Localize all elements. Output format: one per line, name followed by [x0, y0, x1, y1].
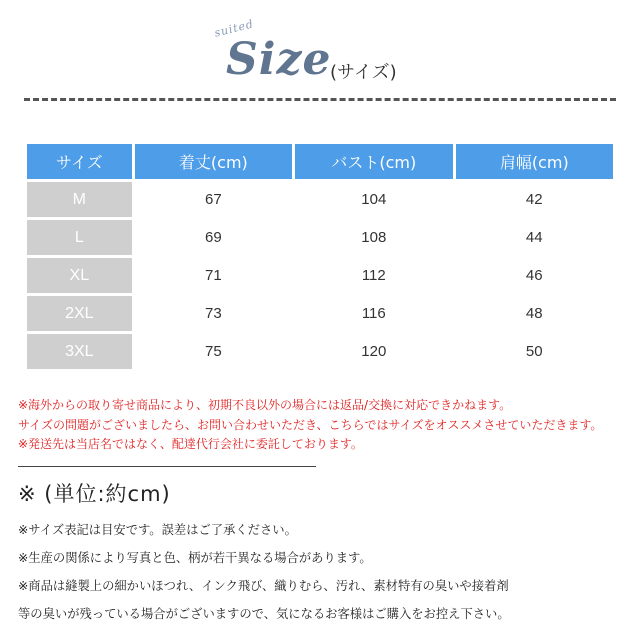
shoulder-cell: 42	[525, 191, 543, 208]
shoulder-cell: 44	[525, 229, 543, 246]
notice-divider	[18, 466, 316, 467]
header-size: サイズ	[27, 144, 132, 179]
length-cell: 69	[205, 229, 222, 246]
table-row	[27, 258, 613, 293]
size-title: Size	[226, 34, 332, 85]
size-cell: 3XL	[27, 334, 132, 369]
table-row	[27, 182, 613, 217]
bust-cell: 108	[361, 229, 387, 246]
red-note-line: ※発送先は当店名ではなく、配達代行会社に委託しております。	[18, 437, 363, 451]
bust-cell: 112	[361, 267, 386, 284]
page-header	[0, 0, 640, 100]
shoulder-cell: 50	[525, 343, 543, 360]
black-notice-block	[18, 516, 628, 628]
length-cell: 73	[205, 305, 222, 322]
suited-arc-text: suited	[213, 17, 256, 40]
note-line: ※商品は縫製上の細かいほつれ、インク飛び、織りむら、汚れ、素材特有の臭いや接着剤	[18, 579, 509, 593]
unit-title: ※ (単位:約cm)	[18, 482, 171, 506]
size-cell: L	[27, 220, 132, 255]
note-line: ※サイズ表記は目安です。誤差はご了承ください。	[18, 523, 297, 537]
red-notice-block	[18, 396, 628, 455]
note-line: ※生産の関係により写真と色、柄が若干異なる場合があります。	[18, 551, 372, 565]
bust-cell: 116	[361, 305, 386, 322]
table-header-row	[27, 144, 613, 179]
shoulder-cell: 48	[525, 305, 543, 322]
red-note-line: サイズの問題がございましたら、お問い合わせいただき、こちらではサイズをオススメさせていただきます。	[18, 417, 603, 432]
table-row	[27, 220, 613, 255]
dashed-divider	[24, 98, 616, 101]
table-row	[27, 296, 613, 331]
red-note-line: ※海外からの取り寄せ商品により、初期不良以外の場合には返品/交換に対応できかねます。	[18, 398, 512, 412]
header-length: 着丈(cm)	[135, 144, 292, 179]
size-subtitle: (サイズ)	[330, 62, 397, 83]
length-cell: 75	[205, 343, 222, 360]
header-bust: バスト(cm)	[295, 144, 452, 179]
shoulder-cell: 46	[525, 267, 543, 284]
length-cell: 71	[205, 267, 222, 284]
size-chart-table	[24, 141, 616, 372]
size-cell: M	[27, 182, 132, 217]
header-shoulder: 肩幅(cm)	[456, 144, 613, 179]
bust-cell: 120	[361, 343, 387, 360]
length-cell: 67	[205, 191, 222, 208]
note-line: 等の臭いが残っている場合がございますので、気になるお客様はご購入をお控え下さい。	[18, 607, 510, 621]
table-row	[27, 334, 613, 369]
bust-cell: 104	[361, 191, 387, 208]
size-cell: 2XL	[27, 296, 132, 331]
size-cell: XL	[27, 258, 132, 293]
